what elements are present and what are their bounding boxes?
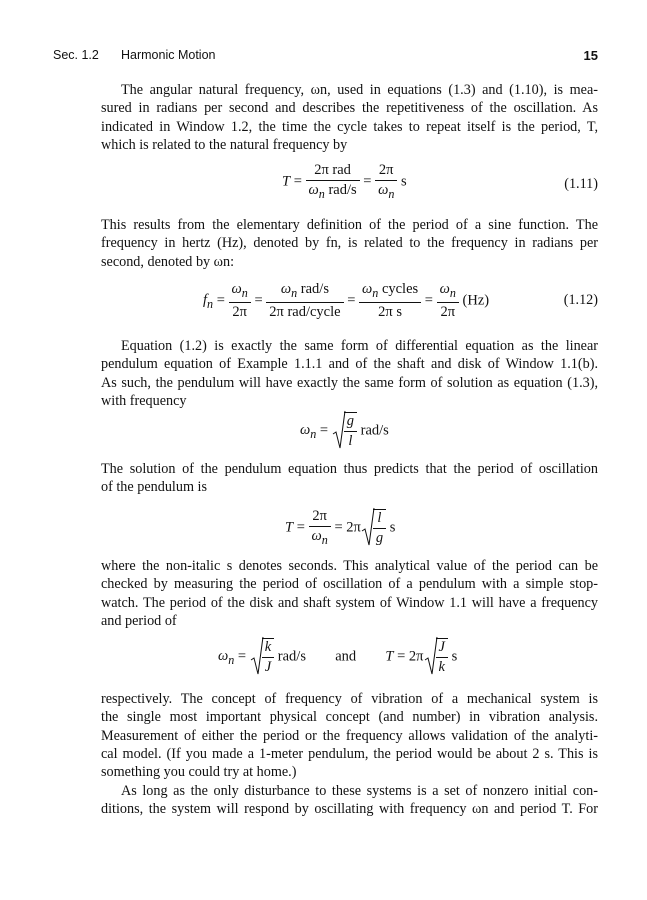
paragraph-4 [101,460,598,497]
text-line: second, denoted by ωn: [101,253,235,270]
text-line: respectively. The concept of frequency of vibration of a mechanical system is [101,691,598,707]
equation-pendulum-period: T = $\frac{2\pi}{\omega_n}$ = 2π $\frac{l}{g}$ s [285,508,396,547]
text-line: This results from the elementary definition of the period of a sine function. The [101,217,598,233]
text-line: of the pendulum is [101,479,207,496]
text-line: Equation (1.2) is exactly the same form of differential equation as the linear [121,338,598,354]
text-line: with frequency [101,392,187,409]
paragraph-6 [101,690,598,781]
text-line: The solution of the pendulum equation thus predicts that the period of oscillation [101,461,598,477]
text-line: watch. The period of the disk and shaft system of Window 1.1 will have a frequency [101,594,598,611]
text-line: which is related to the natural frequency by [101,136,348,153]
text-line: pendulum equation of Example 1.1.1 and of the shaft and disk of Window 1.1(b). [101,356,598,373]
text-line: something you could try at home.) [101,764,297,781]
text-line: the single most important physical concept (and number) in vibration analysis. [101,709,598,726]
section-label: Sec. 1.2 [53,48,99,62]
equation-1-12: $f_n$ = $\frac{\omega_n}{2\pi}$ = $\frac{\omega_n rad/s}{\text{2π rad/cycle}}$ = $\frac{\omega_n cycles}{\text{2π s}}$ = $\frac{\omega_n}{2\pi}$ (Hz) [203,281,490,320]
text-line: indicated in Window 1.2, the time the cycle takes to repeat itself is the period, T, [101,118,598,135]
paragraph-5 [101,557,598,630]
equation-number-1-12: (1.12) [563,292,598,308]
page-number: 15 [583,48,598,63]
text-line: and period of [101,612,177,629]
equation-pendulum-frequency: $\omega_n$ = $\frac{g}{l}$ rad/s [300,413,389,449]
equation-1-11: T = $\frac{\text{2π rad}}{\omega_n rad/s}$ = $\frac{2\pi}{\omega_n}$ s [282,162,407,201]
equation-number-1-11: (1.11) [564,176,598,192]
paragraph-2 [101,216,598,271]
paragraph-1 [101,81,598,154]
text-line: where the non-italic s denotes seconds. This analytical value of the period can be [101,558,598,574]
running-header [53,48,598,66]
and-word: and [335,648,357,665]
text-line: Measurement of either the period or the frequency allows validation of the analyti- [101,727,598,744]
text-line: cal model. (If you made a 1-meter pendulum, the period would be about 2 s. This is [101,745,598,762]
chapter-title: Harmonic Motion [121,48,216,62]
text-line: As long as the only disturbance to these systems is a set of nonzero initial con- [121,783,598,799]
text-line: As such, the pendulum will have exactly the same form of solution as equation (1.3), [101,374,598,391]
paragraph-7 [101,782,598,819]
text-line: frequency in hertz (Hz), denoted by fn, is related to the frequency in radians per [101,235,598,252]
text-line: sured in radians per second and describes the repetitiveness of the oscillation. As [101,100,598,117]
text-line: ditions, the system will respond by oscillating with frequency ωn and period T. For [101,801,598,818]
paragraph-3 [101,337,598,410]
equation-disk-shaft: $\omega_n$ = $\frac{k}{J}$ rad/s and T = 2π $\frac{J}{k}$ s [218,639,458,675]
text-line: The angular natural frequency, ωn, used in equations (1.3) and (1.10), is mea- [121,82,598,98]
text-line: checked by measuring the period of oscillation of a pendulum with a simple stop- [101,576,598,593]
